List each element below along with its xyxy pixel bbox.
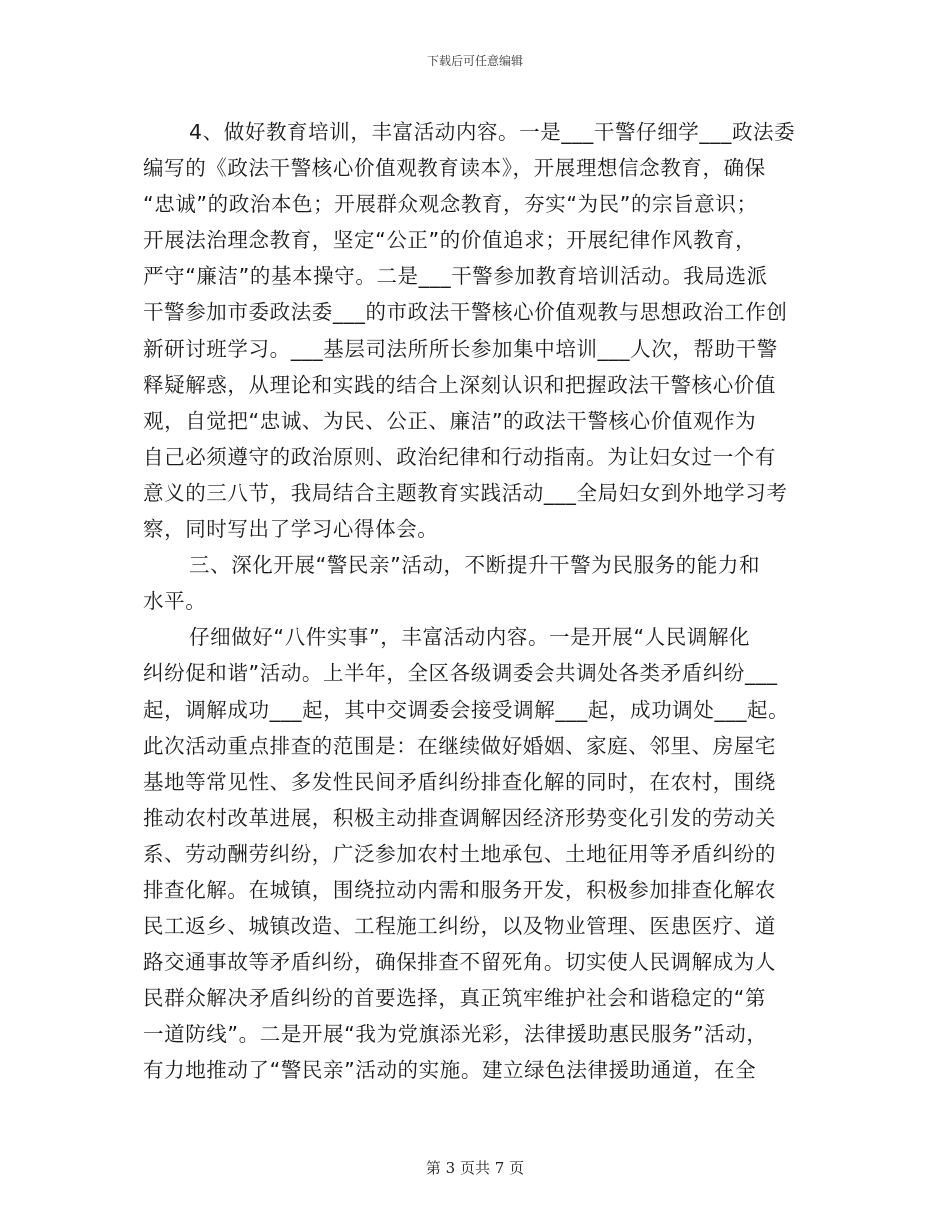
paragraph-line: 新研讨班学习。___基层司法所所长参加集中培训___人次，帮助干警 [143,336,778,361]
paragraph-line: 察，同时写出了学习心得体会。 [143,517,439,542]
section-heading-line: 水平。 [143,589,207,614]
page-footer: 第 3 页共 7 页 [425,1159,525,1177]
paragraph-line: 民工返乡、城镇改造、工程施工纠纷，以及物业管理、医患医疗、道 [143,914,776,939]
paragraph-line: 编写的《政法干警核心价值观教育读本》，开展理想信念教育，确保 [143,156,766,181]
paragraph-line: 推动农村改革进展，积极主动排查调解因经济形势变化引发的劳动关 [143,805,776,830]
paragraph-line: 严守“廉洁”的基本操守。二是___干警参加教育培训活动。我局选派 [143,264,768,289]
paragraph-line: 干警参加市委政法委___的市政法干警核心价值观教与思想政治工作创 [143,300,788,325]
paragraph-line: 4、做好教育培训，丰富活动内容。一是___干警仔细学___政法委 [189,120,796,144]
paragraph-line: 基地等常见性、多发性民间矛盾纠纷排查化解的同时，在农村，围绕 [143,769,776,794]
paragraph-line: 自己必须遵守的政治原则、政治纪律和行动指南。为让妇女过一个有 [143,444,776,469]
paragraph-line: 起，调解成功___起，其中交调委会接受调解___起，成功调处___起。 [143,697,790,722]
page-header: 下载后可任意编辑 [426,54,523,68]
paragraph-line: 系、劳动酬劳纠纷，广泛参加农村土地承包、土地征用等矛盾纠纷的 [143,841,776,866]
document-body [143,114,813,1089]
paragraph-line: 意义的三八节，我局结合主题教育实践活动___全局妇女到外地学习考 [143,480,788,505]
paragraph-line: 有力地推动了“警民亲”活动的实施。建立绿色法律援助通道，在全 [143,1058,757,1083]
paragraph-line: 开展法治理念教育，坚定“公正”的价值追求；开展纪律作风教育， [143,228,757,253]
paragraph-line: 一道防线”。二是开展“我为党旗添光彩，法律援助惠民服务”活动， [143,1022,768,1047]
paragraph-line: “忠诚”的政治本色；开展群众观念教育，夯实“为民”的宗旨意识； [143,192,758,217]
section-heading-line: 三、深化开展“警民亲”活动，不断提升干警为民服务的能力和 [189,553,761,578]
paragraph-line: 仔细做好“八件实事”，丰富活动内容。一是开展“人民调解化 [189,625,751,650]
paragraph-line: 此次活动重点排查的范围是：在继续做好婚姻、家庭、邻里、房屋宅 [143,733,776,758]
paragraph-line: 民群众解决矛盾纠纷的首要选择，真正筑牢维护社会和谐稳定的“第 [143,986,767,1011]
paragraph-line: 释疑解惑，从理论和实践的结合上深刻认识和把握政法干警核心价值 [143,372,776,397]
paragraph-line: 纠纷促和谐”活动。上半年，全区各级调委会共调处各类矛盾纠纷___ [143,661,778,686]
paragraph-line: 路交通事故等矛盾纠纷，确保排查不留死角。切实使人民调解成为人 [143,950,776,975]
paragraph-line: 排查化解。在城镇，围绕拉动内需和服务开发，积极参加排查化解农 [143,877,776,902]
paragraph-line: 观，自觉把“忠诚、为民、公正、廉洁”的政法干警核心价值观作为 [143,408,757,433]
